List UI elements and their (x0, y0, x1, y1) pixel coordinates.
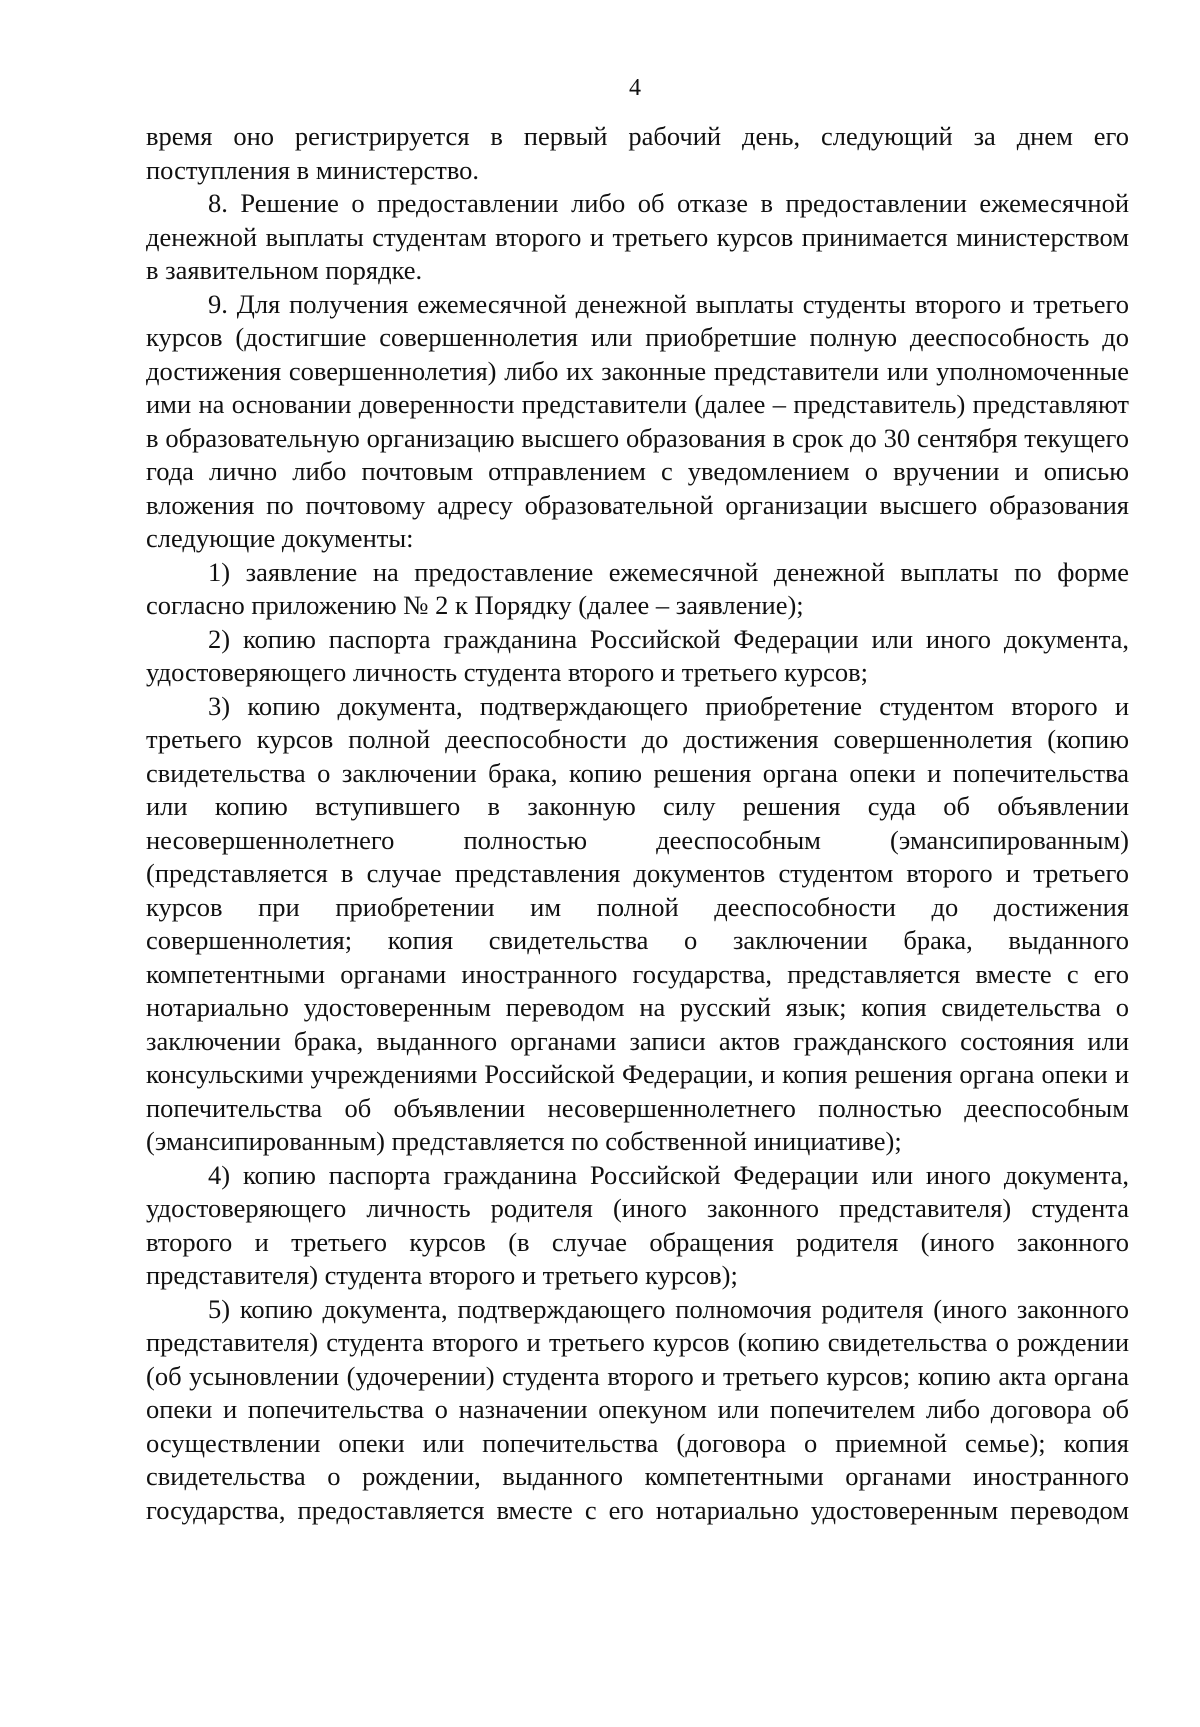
list-item-3: 3) копию документа, подтверждающего приобретение студентом второго и третьего курсов полной дееспособности до достижения совершеннолетия (копию свидетельства о заключении брака, копию решения органа опеки и попечительства или копию вступившего в законную силу решения суда об объявлении несовершеннолетнего полностью дееспособным (эмансипированным) (представляется в случае представления документов студентом второго и третьего курсов при приобретении им полной дееспособности до достижения совершеннолетия; копия свидетельства о заключении брака, выданного компетентными органами иностранного государства, представляется вместе с его нотариально удостоверенным переводом на русский язык; копия свидетельства о заключении брака, выданного органами записи актов гражданского состояния или консульскими учреждениями Российской Федерации, и копия решения органа опеки и попечительства об объявлении несовершеннолетнего полностью дееспособным (эмансипированным) представляется по собственной инициативе); (146, 690, 1129, 1156)
list-item-2: 2) копию паспорта гражданина Российской Федерации или иного документа, удостоверяющего личность студента второго и третьего курсов; (146, 623, 1129, 687)
page-number: 4 (629, 75, 641, 101)
list-item-5: 5) копию документа, подтверждающего полномочия родителя (иного законного представителя) студента второго и третьего курсов (копию свидетельства о рождении (об усыновлении (удочерении) студента второго и третьего курсов; копию акта органа опеки и попечительства о назначении опекуном или попечителем либо договора об осуществлении опеки или попечительства (договора о приемной семье); копия свидетельства о рождении, выданного компетентными органами иностранного государства, предоставляется вместе с его нотариально удостоверенным переводом (146, 1293, 1129, 1525)
list-item-1: 1) заявление на предоставление ежемесячной денежной выплаты по форме согласно приложению № 2 к Порядку (далее – заявление); (146, 556, 1129, 620)
paragraph-item-9: 9. Для получения ежемесячной денежной выплаты студенты второго и третьего курсов (достигшие совершеннолетия или приобретшие полную дееспособность до достижения совершеннолетия) либо их законные представители или уполномоченные ими на основании доверенности представители (далее – представитель) представляют в образовательную организацию высшего образования в срок до 30 сентября текущего года лично либо почтовым отправлением с уведомлением о вручении и описью вложения по почтовому адресу образовательной организации высшего образования следующие документы: (146, 288, 1129, 553)
paragraph-continuation: время оно регистрируется в первый рабочий день, следующий за днем его поступления в министерство. (146, 121, 1129, 185)
list-item-4: 4) копию паспорта гражданина Российской Федерации или иного документа, удостоверяющего личность родителя (иного законного представителя) студента второго и третьего курсов (в случае обращения родителя (иного законного представителя) студента второго и третьего курсов); (146, 1159, 1129, 1290)
document-body (146, 120, 1129, 1527)
paragraph-item-8: 8. Решение о предоставлении либо об отказе в предоставлении ежемесячной денежной выплаты студентам второго и третьего курсов принимается министерством в заявительном порядке. (146, 188, 1129, 285)
